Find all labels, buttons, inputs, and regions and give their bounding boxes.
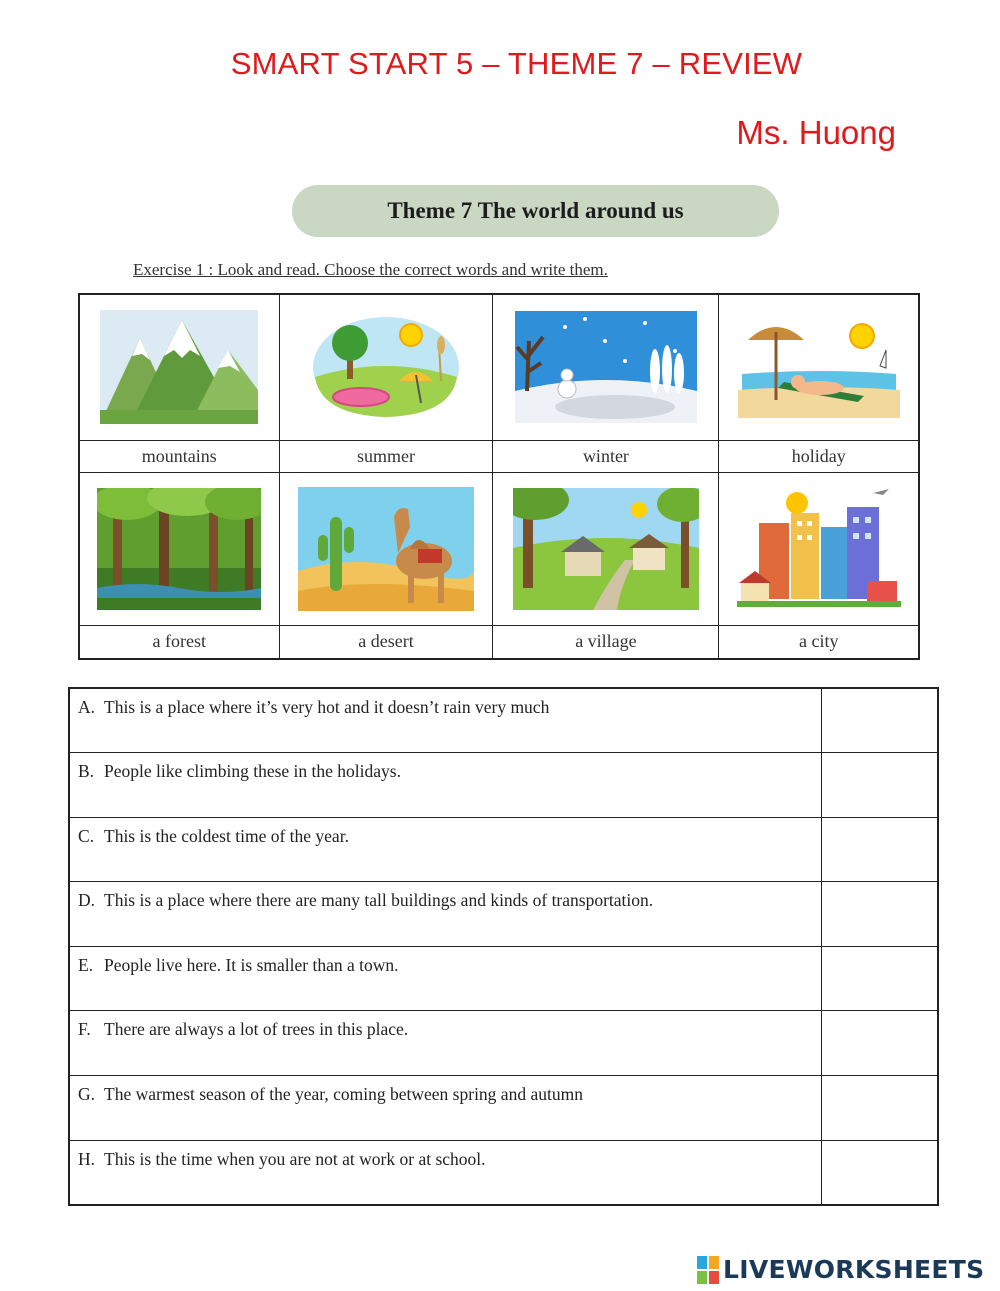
answer-field[interactable] xyxy=(821,1140,938,1205)
exercise-instruction: Exercise 1 : Look and read. Choose the correct words and write them. xyxy=(133,260,608,279)
question-row xyxy=(69,946,938,1011)
village-picture-icon xyxy=(513,488,699,610)
liveworksheets-brand xyxy=(697,1256,984,1284)
theme-heading: Theme 7 The world around us xyxy=(292,185,779,237)
question-text xyxy=(69,688,821,753)
question-sentence: People live here. It is smaller than a town. xyxy=(104,954,399,975)
question-sentence: This is a place where there are many tall buildings and kinds of transportation. xyxy=(104,890,654,911)
city-picture-icon xyxy=(737,487,901,611)
question-sentence: This is a place where it’s very hot and it doesn’t rain very much xyxy=(104,697,550,717)
question-letter: E. xyxy=(78,954,94,975)
mountains-picture-icon xyxy=(100,310,258,424)
question-letter: D. xyxy=(78,890,96,911)
picture-label: a forest xyxy=(79,625,279,659)
worksheet-title: SMART START 5 – THEME 7 – REVIEW xyxy=(230,46,803,81)
question-text xyxy=(69,817,821,882)
answer-field[interactable] xyxy=(821,688,938,753)
desert-picture-icon xyxy=(298,487,474,611)
picture-cell xyxy=(79,472,279,625)
brand-name: LIVEWORKSHEETS xyxy=(723,1255,985,1284)
question-row xyxy=(69,1140,938,1205)
question-text xyxy=(69,753,821,818)
answer-field[interactable] xyxy=(821,946,938,1011)
forest-picture-icon xyxy=(97,488,261,610)
holiday-picture-icon xyxy=(738,314,900,420)
picture-label: winter xyxy=(493,440,719,472)
question-letter: F. xyxy=(78,1019,91,1040)
summer-picture-icon xyxy=(311,315,461,419)
question-sentence: This is the coldest time of the year. xyxy=(104,825,349,846)
picture-cell xyxy=(493,294,719,440)
picture-cell xyxy=(719,472,919,625)
picture-cell xyxy=(79,294,279,440)
winter-picture-icon xyxy=(515,311,697,423)
question-text xyxy=(69,882,821,947)
question-letter: G. xyxy=(78,1084,96,1105)
picture-label: holiday xyxy=(719,440,919,472)
picture-label: mountains xyxy=(79,440,279,472)
picture-label: a village xyxy=(493,625,719,659)
question-row xyxy=(69,882,938,947)
question-text xyxy=(69,1140,821,1205)
teacher-name: Ms. Huong xyxy=(736,114,896,151)
picture-table xyxy=(78,293,920,660)
question-sentence: The warmest season of the year, coming between spring and autumn xyxy=(104,1084,583,1105)
picture-cell xyxy=(493,472,719,625)
picture-label: summer xyxy=(279,440,493,472)
answer-field[interactable] xyxy=(821,882,938,947)
question-row xyxy=(69,1076,938,1141)
question-letter: A. xyxy=(78,697,96,717)
question-row xyxy=(69,688,938,753)
picture-label: a desert xyxy=(279,625,493,659)
question-sentence: There are always a lot of trees in this place. xyxy=(104,1019,409,1040)
answer-field[interactable] xyxy=(821,1011,938,1076)
questions-table xyxy=(68,687,939,1206)
question-text xyxy=(69,946,821,1011)
question-letter: H. xyxy=(78,1148,96,1169)
question-letter: B. xyxy=(78,761,95,782)
picture-cell xyxy=(279,294,493,440)
question-row xyxy=(69,1011,938,1076)
picture-label: a city xyxy=(719,625,919,659)
picture-cell xyxy=(719,294,919,440)
answer-field[interactable] xyxy=(821,1076,938,1141)
question-sentence: People like climbing these in the holidays. xyxy=(104,761,401,782)
question-row xyxy=(69,753,938,818)
question-row xyxy=(69,817,938,882)
question-text xyxy=(69,1076,821,1141)
question-letter: C. xyxy=(78,825,95,846)
picture-cell xyxy=(279,472,493,625)
answer-field[interactable] xyxy=(821,817,938,882)
liveworksheets-logo-icon xyxy=(697,1256,719,1284)
answer-field[interactable] xyxy=(821,753,938,818)
question-text xyxy=(69,1011,821,1076)
question-sentence: This is the time when you are not at work or at school. xyxy=(104,1148,486,1169)
